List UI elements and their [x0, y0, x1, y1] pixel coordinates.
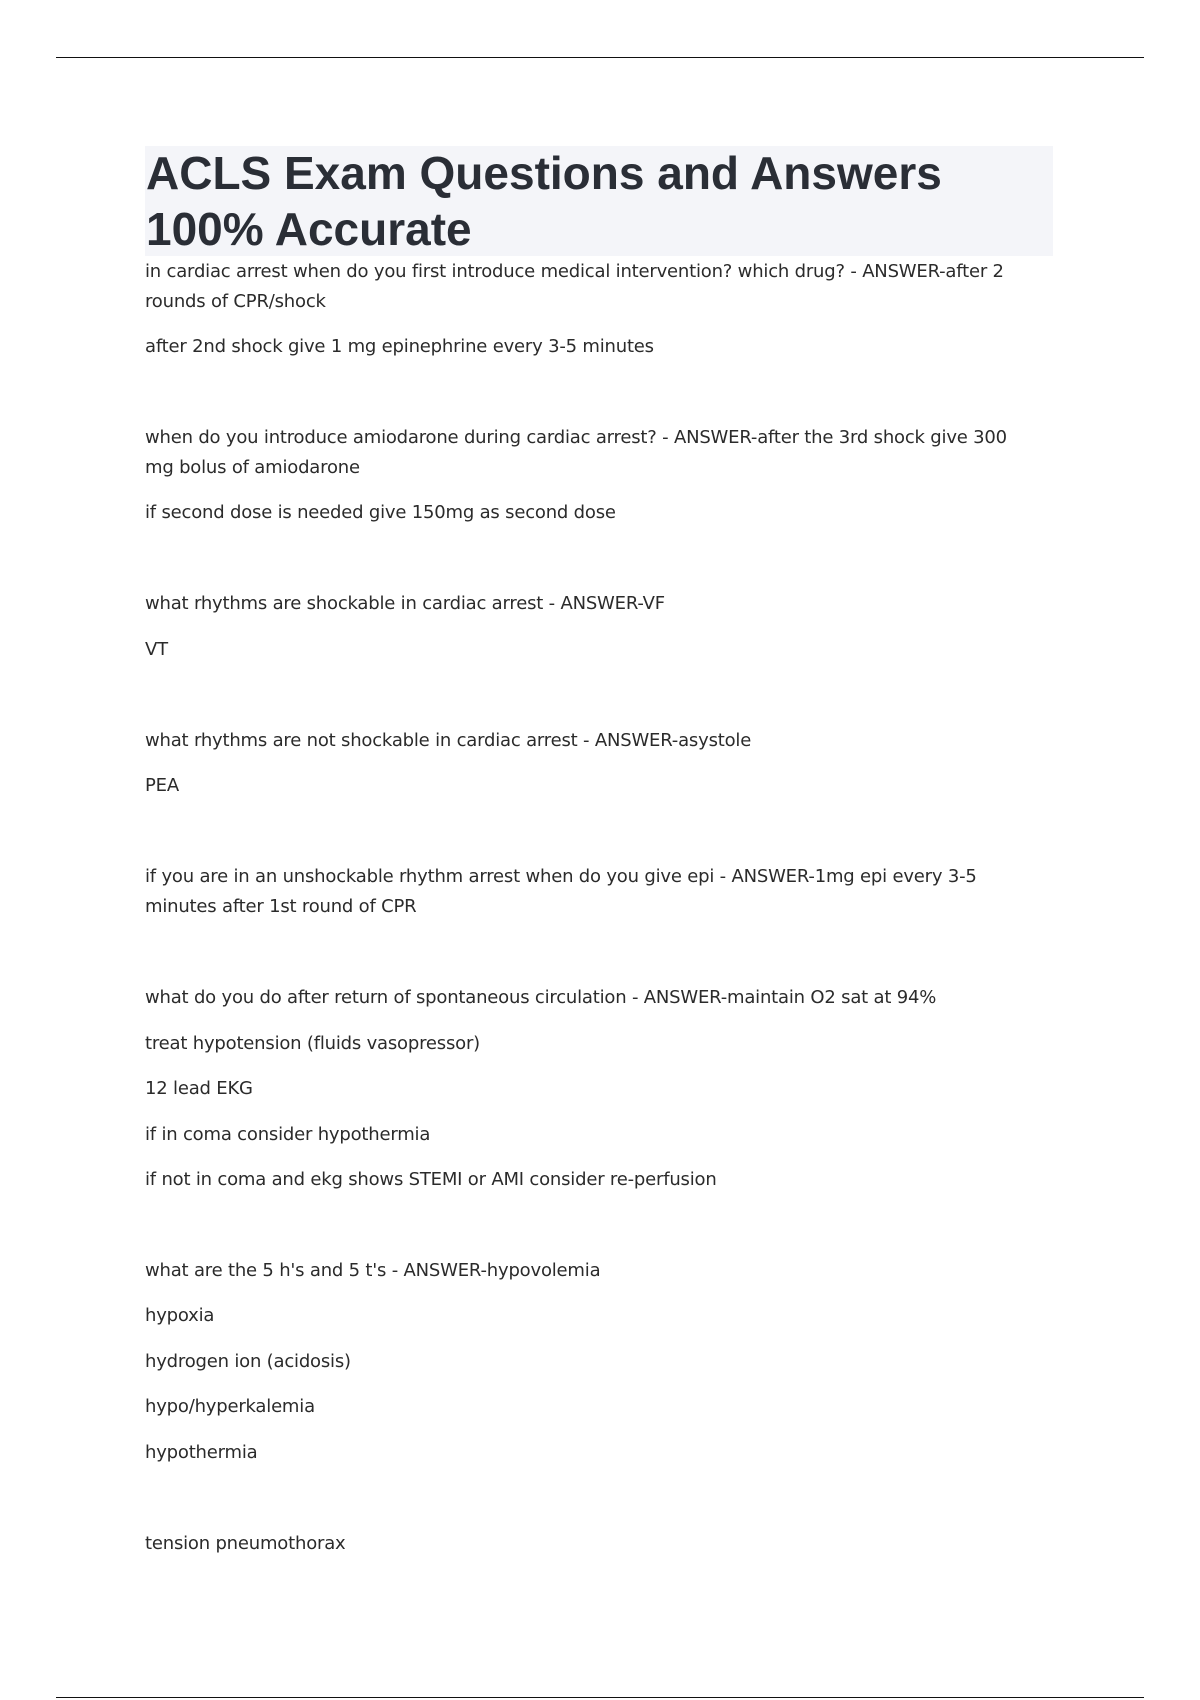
answer-line: PEA	[145, 775, 179, 796]
title-line-1: ACLS Exam Questions and Answers	[146, 147, 942, 199]
footer-rule	[56, 1697, 1144, 1698]
answer-line: tension pneumothorax	[145, 1533, 346, 1554]
answer-line: mg bolus of amiodarone	[145, 457, 360, 478]
question-hs-and-ts: what are the 5 h's and 5 t's - ANSWER-hypovolemia	[145, 1260, 601, 1281]
answer-line: hydrogen ion (acidosis)	[145, 1351, 351, 1372]
question-amiodarone: when do you introduce amiodarone during cardiac arrest? - ANSWER-after the 3rd shock give 300	[145, 427, 1007, 448]
answer-line: minutes after 1st round of CPR	[145, 896, 417, 917]
question-rosc: what do you do after return of spontaneous circulation - ANSWER-maintain O2 sat at 94%	[145, 987, 937, 1008]
answer-line: hypo/hyperkalemia	[145, 1396, 315, 1417]
title-line-2: 100% Accurate	[146, 203, 472, 255]
question-cardiac-arrest-intervention: in cardiac arrest when do you first introduce medical intervention? which drug? - ANSWER-after 2	[145, 261, 1004, 282]
answer-line: if not in coma and ekg shows STEMI or AMI consider re-perfusion	[145, 1169, 717, 1190]
question-non-shockable-rhythms: what rhythms are not shockable in cardiac arrest - ANSWER-asystole	[145, 730, 752, 751]
question-unshockable-epi: if you are in an unshockable rhythm arrest when do you give epi - ANSWER-1mg epi every 3-5	[145, 866, 977, 887]
answer-line: treat hypotension (fluids vasopressor)	[145, 1033, 480, 1054]
answer-line: after 2nd shock give 1 mg epinephrine every 3-5 minutes	[145, 336, 654, 357]
document-title	[145, 145, 1053, 257]
answer-line: VT	[145, 639, 168, 660]
answer-line: if second dose is needed give 150mg as second dose	[145, 502, 616, 523]
title-block	[145, 146, 1053, 256]
answer-line: hypothermia	[145, 1442, 258, 1463]
answer-line: rounds of CPR/shock	[145, 291, 326, 312]
answer-line: 12 lead EKG	[145, 1078, 253, 1099]
header-rule	[56, 57, 1144, 58]
answer-line: if in coma consider hypothermia	[145, 1124, 431, 1145]
question-shockable-rhythms: what rhythms are shockable in cardiac arrest - ANSWER-VF	[145, 593, 665, 614]
answer-line: hypoxia	[145, 1305, 215, 1326]
